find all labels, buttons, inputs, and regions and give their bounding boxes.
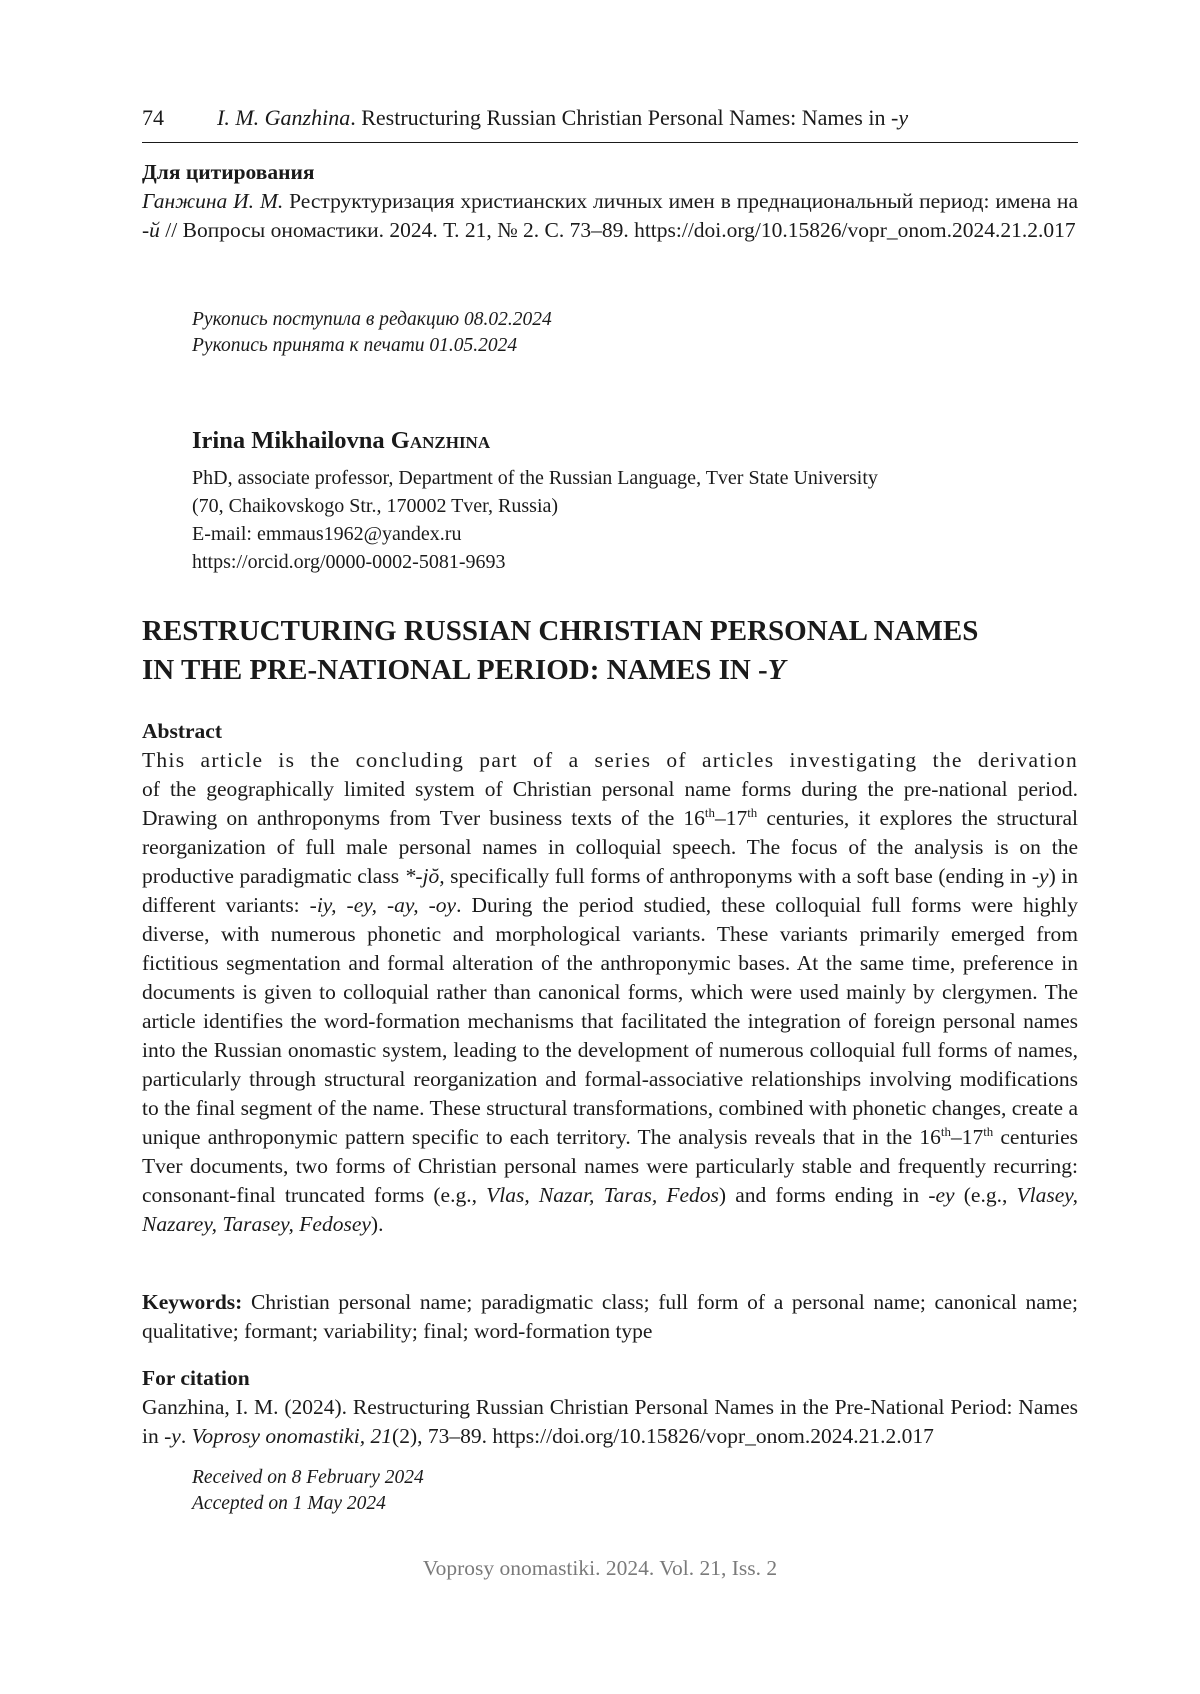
abstract-variants: -iy, -ey, -ay, -oy <box>309 893 457 917</box>
author-address: (70, Chaikovskogo Str., 170002 Tver, Russia) <box>192 495 559 517</box>
running-head <box>142 104 1078 132</box>
en-citation-part: . <box>180 1424 192 1448</box>
abstract-ending: -y <box>1031 864 1049 888</box>
author-last-name: Ganzhina <box>390 427 491 454</box>
author-position: PhD, associate professor, Department of the Russian Language, Tver State University <box>192 467 878 489</box>
title-line-2 <box>142 651 1092 690</box>
en-citation-text <box>142 1393 1078 1451</box>
abstract-part: centuries Tver documents, two forms of Christian personal names were particularly stable and frequently recurring: consonant-final truncated forms (e.g., <box>142 1125 1078 1207</box>
ru-citation-body: Реструктуризация христианских личных имен в преднациональный период: имена на - <box>142 189 1078 242</box>
ru-citation-source: // Вопросы ономастики. 2024. Т. 21, № 2. С. 73–89. https://doi.org/10.15826/vopr_onom.2024.21.2.017 <box>159 218 1076 242</box>
author-orcid: https://orcid.org/0000-0002-5081-9693 <box>192 551 506 573</box>
page-number: 74 <box>142 105 164 130</box>
en-citation-part: Ganzhina, I. M. (2024). Restructuring Russian Christian Personal Names in the Pre-National Period: Names in - <box>142 1395 1078 1448</box>
ru-dates <box>192 307 552 359</box>
abstract-example: Vlasey, Nazarey, Tarasey, Fedosey <box>142 1183 1078 1236</box>
ru-citation-author: Ганжина И. М. <box>142 189 284 213</box>
abstract-part: specifically full forms of anthroponyms with a soft base (ending in <box>444 864 1032 888</box>
ru-accepted-date: Рукопись принята к печати 01.05.2024 <box>192 335 518 356</box>
title-line-1: RESTRUCTURING RUSSIAN CHRISTIAN PERSONAL NAMES <box>142 615 979 647</box>
abstract-part: . During the period studied, these colloquial full forms were highly diverse, with numerous phonetic and morphological variants. These variants primarily emerged from fictitious segmentation and formal alteration of the anthroponymic bases. At the same time, preference in documents is given to colloquial rather than canonical forms, which were used mainly by clergymen. The article identifies the word-formation mechanisms that facilitated the integration of foreign personal names into the Russian onomastic system, leading to the development of numerous colloquial full forms of names, particularly through structural reorganization and formal-associative relationships involving modifications to the final segment of the name. These structural transformations, combined with phonetic changes, create a unique anthroponymic pattern specific to each territory. The analysis reveals that in the 16 <box>142 893 1078 1149</box>
keywords-text: Christian personal name; paradigmatic class; full form of a personal name; canonical name; qualitative; formant; variability; final; word-formation type <box>142 1290 1078 1343</box>
ru-citation-section <box>142 158 1078 245</box>
en-citation-section <box>142 1364 1078 1451</box>
article-title <box>142 612 1092 690</box>
abstract-part: –17 <box>714 806 748 830</box>
running-head-title: . Restructuring Russian Christian Personal Names: Names in - <box>350 105 899 130</box>
abstract-example: Vlas, Nazar, Taras, Fedos <box>486 1183 719 1207</box>
abstract-example: -ey <box>928 1183 955 1207</box>
abstract-part: of the geographically limited system of Christian personal name forms during the pre-national period. Drawing on anthroponyms from Tver business texts of the 16 <box>142 777 1078 830</box>
page-footer: Voprosy onomastiki. 2024. Vol. 21, Iss. 2 <box>422 1556 778 1580</box>
author-email: E-mail: emmaus1962@yandex.ru <box>192 523 462 545</box>
ru-received-date: Рукопись поступила в редакцию 08.02.2024 <box>192 309 552 330</box>
running-head-author: I. M. Ganzhina <box>217 105 351 130</box>
en-dates <box>192 1465 424 1517</box>
running-head-suffix: y <box>898 105 909 130</box>
abstract-heading: Abstract <box>142 719 223 743</box>
abstract-sup: th <box>983 1124 994 1139</box>
abstract-part: ). <box>370 1212 384 1236</box>
keywords-label: Keywords: <box>142 1290 243 1314</box>
keywords <box>142 1288 1078 1346</box>
en-citation-heading: For citation <box>142 1366 250 1390</box>
en-citation-suffix: y <box>171 1424 181 1448</box>
abstract-part: ) and forms ending in <box>718 1183 929 1207</box>
abstract-text <box>142 746 1078 1239</box>
abstract-sup: th <box>704 805 715 820</box>
en-citation-source: (2), 73–89. https://doi.org/10.15826/vopr_onom.2024.21.2.017 <box>392 1424 934 1448</box>
header-rule <box>142 142 1078 143</box>
abstract-part: centuries, it explores the structural reorganization of full male personal names in colloquial speech. The focus of the analysis is on the productive paradigmatic class <box>142 806 1078 888</box>
author-info <box>192 464 878 576</box>
author-name <box>192 425 490 457</box>
en-citation-journal: Voprosy onomastiki, 21 <box>191 1424 393 1448</box>
title-suffix: Y <box>767 654 786 686</box>
author-first-name: Irina Mikhailovna <box>192 427 391 454</box>
ru-citation-suffix: й <box>149 218 160 242</box>
abstract-paradigm-class: *-jŏ, <box>404 864 445 888</box>
ru-citation-text <box>142 187 1078 245</box>
abstract-part: (e.g., <box>954 1183 1017 1207</box>
ru-citation-heading: Для цитирования <box>142 160 315 184</box>
abstract-sup: th <box>747 805 758 820</box>
abstract-first-line: This article is the concluding part of a series of articles investigating the derivation <box>142 748 1078 772</box>
en-received-date: Received on 8 February 2024 <box>192 1467 424 1488</box>
abstract-part: ) in different variants: <box>142 864 1078 917</box>
en-accepted-date: Accepted on 1 May 2024 <box>192 1493 386 1514</box>
abstract-section <box>142 717 1078 1239</box>
abstract-part: –17 <box>950 1125 984 1149</box>
abstract-sup: th <box>940 1124 951 1139</box>
title-line-2-text: IN THE PRE-NATIONAL PERIOD: NAMES IN - <box>142 654 768 686</box>
